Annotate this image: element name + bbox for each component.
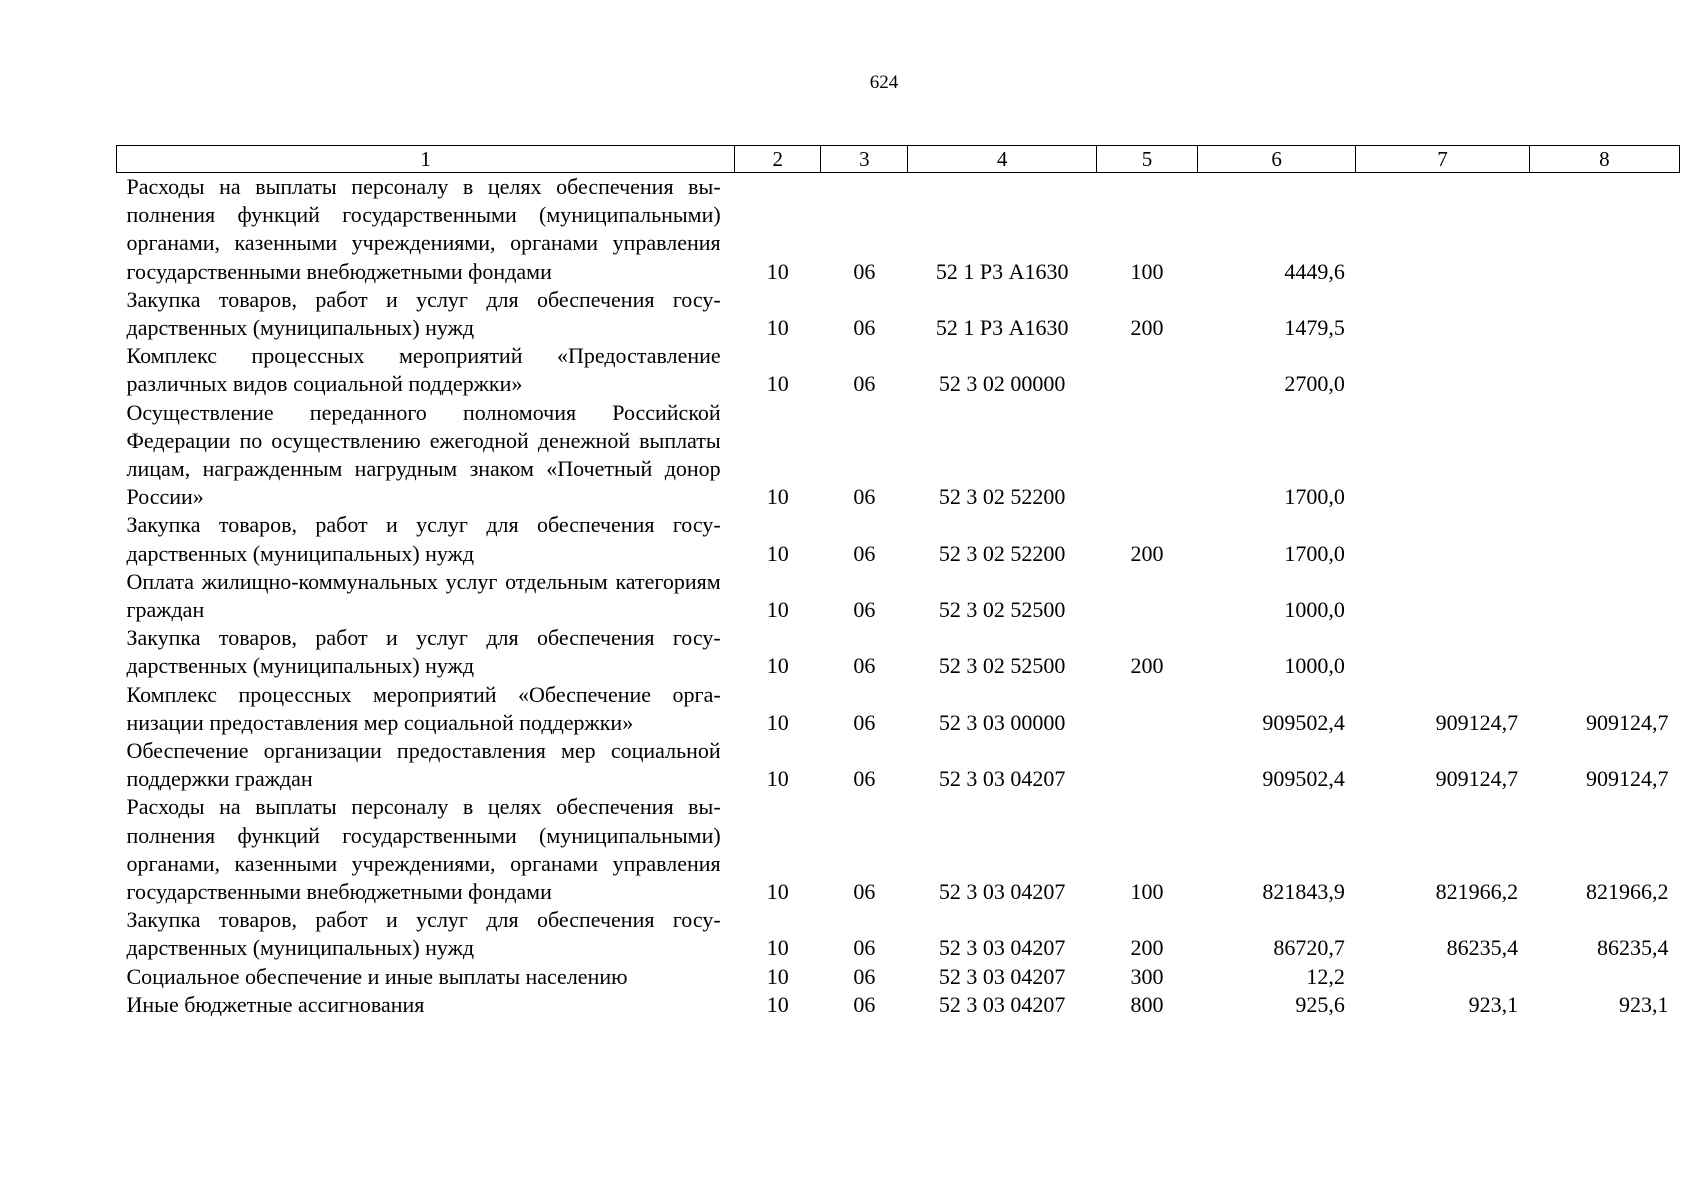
row-name: Закупка товаров, работ и услуг для обеспечения государственных (муниципальных) нужд bbox=[126, 286, 721, 341]
row-amount-col7 bbox=[1356, 624, 1529, 680]
row-target-article: 52 3 02 52200 bbox=[938, 484, 1066, 510]
header-col-1: 1 bbox=[117, 146, 735, 173]
header-col-5: 5 bbox=[1096, 146, 1197, 173]
row-target-article: 52 3 03 00000 bbox=[938, 709, 1066, 735]
table-row bbox=[117, 793, 1680, 906]
row-name: Иные бюджетные ассигнования bbox=[126, 991, 425, 1017]
header-col-7: 7 bbox=[1356, 146, 1529, 173]
row-amount-col6: 4449,6 bbox=[1284, 258, 1345, 284]
row-target-article: 52 3 02 52200 bbox=[938, 540, 1066, 566]
row-amount-col6: 2700,0 bbox=[1284, 371, 1345, 397]
row-section: 10 bbox=[766, 879, 789, 905]
row-name: Расходы на выплаты персоналу в целях обеспечения выполнения функций государственными (муниципальными) органами, казенными учреждениями, органами управления государственными внебюджетными фондами bbox=[126, 174, 721, 284]
row-expense-type: 800 bbox=[1130, 991, 1164, 1017]
row-expense-type bbox=[1096, 681, 1197, 737]
row-amount-col6: 909502,4 bbox=[1262, 709, 1345, 735]
row-expense-type: 200 bbox=[1130, 653, 1164, 679]
row-amount-col7 bbox=[1356, 173, 1529, 286]
row-expense-type bbox=[1096, 737, 1197, 793]
row-name: Закупка товаров, работ и услуг для обеспечения государственных (муниципальных) нужд bbox=[126, 512, 721, 566]
table-row bbox=[117, 991, 1680, 1019]
row-subsection: 06 bbox=[853, 484, 876, 510]
table-header bbox=[117, 146, 1680, 173]
row-amount-col6: 925,6 bbox=[1295, 991, 1345, 1017]
row-section: 10 bbox=[766, 991, 789, 1017]
header-col-6: 6 bbox=[1198, 146, 1356, 173]
row-name: Комплекс процессных мероприятий «Обеспечение организации предоставления мер социальной поддержки» bbox=[126, 681, 721, 735]
table-row bbox=[117, 624, 1680, 680]
row-subsection: 06 bbox=[853, 597, 876, 623]
table-row bbox=[117, 681, 1680, 737]
row-amount-col6: 1700,0 bbox=[1284, 484, 1345, 510]
row-section: 10 bbox=[766, 709, 789, 735]
row-section: 10 bbox=[766, 540, 789, 566]
row-amount-col7 bbox=[1356, 286, 1529, 342]
table-row bbox=[117, 963, 1680, 991]
row-section: 10 bbox=[766, 258, 789, 284]
budget-table bbox=[116, 145, 1680, 1019]
row-amount-col6: 12,2 bbox=[1306, 963, 1345, 989]
row-name: Обеспечение организации предоставления мер социальной поддержки граждан bbox=[126, 738, 721, 792]
row-amount-col8: 909124,7 bbox=[1586, 709, 1669, 735]
row-amount-col7 bbox=[1356, 963, 1529, 991]
row-amount-col7: 909124,7 bbox=[1435, 709, 1519, 735]
row-name: Социальное обеспечение и иные выплаты населению bbox=[126, 963, 628, 989]
row-subsection: 06 bbox=[853, 963, 876, 989]
row-target-article: 52 3 03 04207 bbox=[938, 935, 1066, 961]
row-subsection: 06 bbox=[853, 766, 876, 792]
row-expense-type: 100 bbox=[1130, 258, 1164, 284]
row-amount-col8 bbox=[1529, 624, 1679, 680]
row-target-article: 52 3 02 52500 bbox=[938, 653, 1066, 679]
row-subsection: 06 bbox=[853, 879, 876, 905]
row-subsection: 06 bbox=[853, 258, 876, 284]
row-target-article: 52 1 Р3 А1630 bbox=[935, 258, 1069, 284]
row-expense-type bbox=[1096, 342, 1197, 398]
row-amount-col8: 821966,2 bbox=[1586, 879, 1669, 905]
row-expense-type: 200 bbox=[1130, 315, 1164, 341]
row-amount-col6: 821843,9 bbox=[1262, 879, 1345, 905]
row-amount-col8 bbox=[1529, 963, 1679, 991]
table-row bbox=[117, 737, 1680, 793]
row-amount-col6: 1000,0 bbox=[1284, 597, 1345, 623]
row-target-article: 52 3 02 00000 bbox=[938, 371, 1066, 397]
table-row bbox=[117, 568, 1680, 624]
row-amount-col8: 923,1 bbox=[1619, 991, 1669, 1017]
row-name: Расходы на выплаты персоналу в целях обеспечения выполнения функций государственными (муниципальными) органами, казенными учреждениями, органами управления государственными внебюджетными фондами bbox=[126, 794, 721, 905]
row-section: 10 bbox=[766, 935, 789, 961]
row-name: Комплекс процессных мероприятий «Предоставление различных видов социальной поддержки» bbox=[126, 343, 721, 397]
row-amount-col8: 909124,7 bbox=[1586, 766, 1669, 792]
row-amount-col8 bbox=[1529, 568, 1679, 624]
row-amount-col7: 86235,4 bbox=[1446, 935, 1519, 961]
row-amount-col8 bbox=[1529, 399, 1679, 512]
table-row bbox=[117, 286, 1680, 342]
row-amount-col7 bbox=[1356, 568, 1529, 624]
row-expense-type bbox=[1096, 568, 1197, 624]
row-subsection: 06 bbox=[853, 653, 876, 679]
table-row bbox=[117, 399, 1680, 512]
row-amount-col7: 821966,2 bbox=[1435, 879, 1519, 905]
header-col-2: 2 bbox=[735, 146, 821, 173]
row-target-article: 52 3 03 04207 bbox=[938, 991, 1066, 1017]
row-amount-col7: 909124,7 bbox=[1435, 766, 1519, 792]
row-target-article: 52 3 03 04207 bbox=[938, 766, 1066, 792]
row-section: 10 bbox=[766, 766, 789, 792]
row-expense-type: 300 bbox=[1130, 963, 1164, 989]
row-subsection: 06 bbox=[853, 935, 876, 961]
row-section: 10 bbox=[766, 653, 789, 679]
row-amount-col8 bbox=[1529, 342, 1679, 398]
row-name: Закупка товаров, работ и услуг для обеспечения государственных (муниципальных) нужд bbox=[126, 907, 721, 961]
table-row bbox=[117, 173, 1680, 286]
row-name: Осуществление переданного полномочия Российской Федерации по осуществлению ежегодной денежной выплаты лицам, награжденным нагрудным знаком «Почетный донор России» bbox=[126, 399, 721, 510]
row-expense-type: 200 bbox=[1130, 540, 1164, 566]
table-row bbox=[117, 906, 1680, 962]
row-target-article: 52 3 02 52500 bbox=[938, 597, 1066, 623]
row-amount-col6: 1700,0 bbox=[1284, 540, 1345, 566]
row-amount-col6: 1479,5 bbox=[1284, 315, 1345, 341]
row-amount-col7 bbox=[1356, 399, 1529, 512]
row-subsection: 06 bbox=[853, 371, 876, 397]
row-name: Оплата жилищно-коммунальных услуг отдельным категориям граждан bbox=[126, 568, 721, 623]
row-subsection: 06 bbox=[853, 709, 876, 735]
row-expense-type: 100 bbox=[1130, 879, 1164, 905]
row-amount-col7 bbox=[1356, 342, 1529, 398]
row-amount-col7 bbox=[1356, 511, 1529, 567]
row-amount-col8 bbox=[1529, 511, 1679, 567]
row-expense-type bbox=[1096, 399, 1197, 512]
row-subsection: 06 bbox=[853, 540, 876, 566]
row-amount-col8 bbox=[1529, 286, 1679, 342]
row-expense-type: 200 bbox=[1130, 935, 1164, 961]
row-amount-col6: 86720,7 bbox=[1273, 935, 1345, 961]
header-col-8: 8 bbox=[1529, 146, 1679, 173]
row-section: 10 bbox=[766, 597, 789, 623]
row-amount-col8 bbox=[1529, 173, 1679, 286]
row-amount-col6: 909502,4 bbox=[1262, 766, 1345, 792]
table-body bbox=[117, 173, 1680, 1020]
table-row bbox=[117, 511, 1680, 567]
header-col-4: 4 bbox=[908, 146, 1096, 173]
header-row bbox=[117, 146, 1680, 173]
row-section: 10 bbox=[766, 371, 789, 397]
row-section: 10 bbox=[766, 315, 789, 341]
table-row bbox=[117, 342, 1680, 398]
page-number: 624 bbox=[869, 72, 899, 93]
row-amount-col8: 86235,4 bbox=[1597, 935, 1669, 961]
row-section: 10 bbox=[766, 484, 789, 510]
row-target-article: 52 3 03 04207 bbox=[938, 879, 1066, 905]
row-amount-col7: 923,1 bbox=[1468, 991, 1519, 1017]
row-subsection: 06 bbox=[853, 991, 876, 1017]
row-target-article: 52 3 03 04207 bbox=[938, 963, 1066, 989]
row-amount-col6: 1000,0 bbox=[1284, 653, 1345, 679]
row-name: Закупка товаров, работ и услуг для обеспечения государственных (муниципальных) нужд bbox=[126, 625, 721, 679]
row-target-article: 52 1 Р3 А1630 bbox=[935, 315, 1069, 341]
header-col-3: 3 bbox=[821, 146, 908, 173]
row-section: 10 bbox=[766, 963, 789, 989]
row-subsection: 06 bbox=[853, 315, 876, 341]
